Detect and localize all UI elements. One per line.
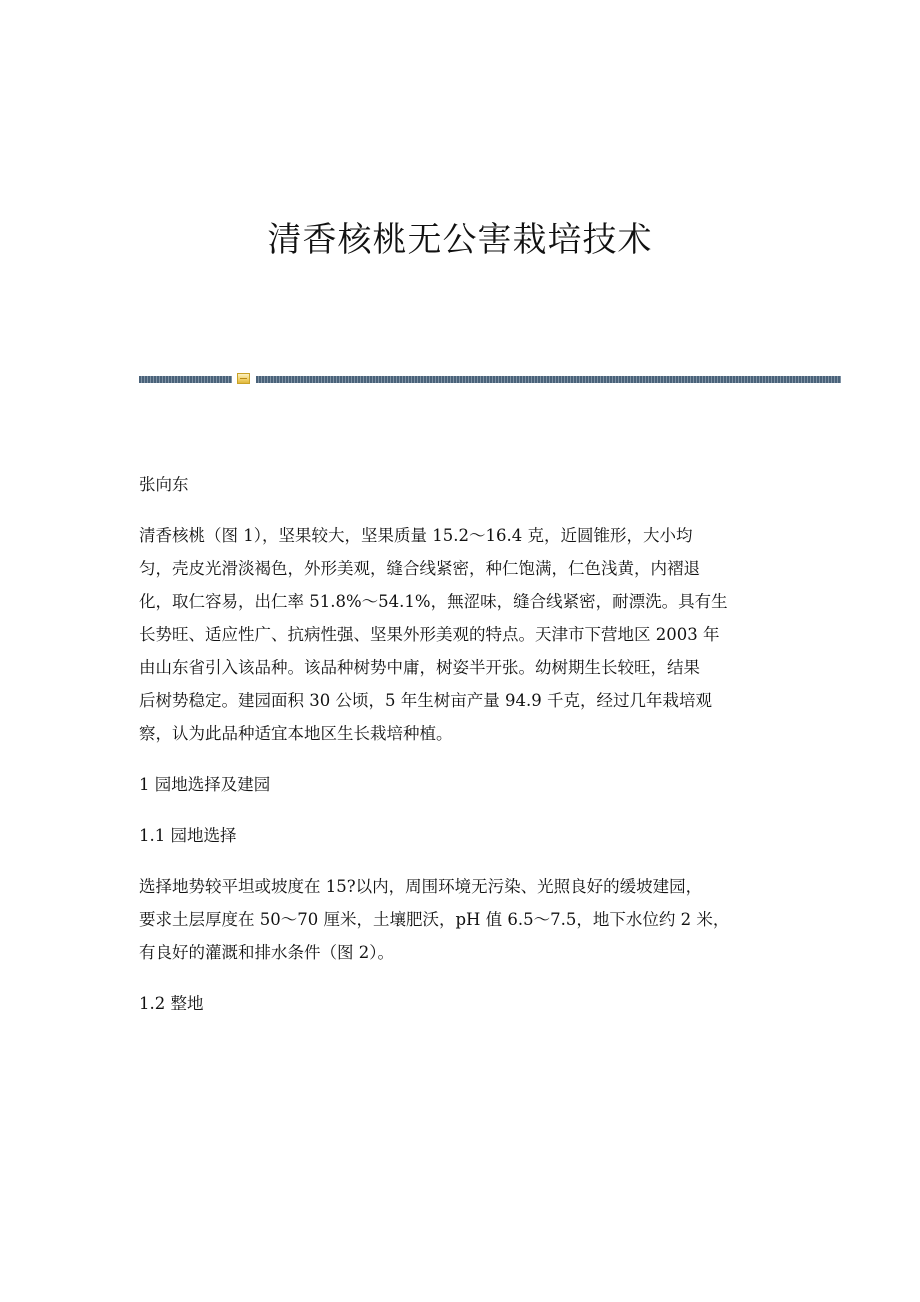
section-1-1-line: 选择地势较平坦或坡度在 15?以内，周围环境无污染、光照良好的缓坡建园，: [139, 877, 703, 896]
intro-line: 后树势稳定。建园面积 30 公顷，5 年生树亩产量 94.9 千克，经过几年栽培观: [139, 691, 712, 710]
author-name: 张向东: [139, 475, 189, 494]
divider-ornament-icon: [237, 373, 250, 384]
intro-line: 清香核桃（图 1），坚果较大，坚果质量 15.2～16.4 克，近圆锥形，大小均: [139, 526, 693, 545]
section-1-heading: 1 园地选择及建园: [139, 775, 271, 794]
divider-bar-left: [139, 376, 232, 383]
intro-line: 长势旺、适应性广、抗病性强、坚果外形美观的特点。天津市下营地区 2003 年: [139, 625, 720, 644]
section-1-1-heading: 1.1 园地选择: [139, 826, 237, 845]
intro-line: 化，取仁容易，出仁率 51.8%～54.1%，無涩味，缝合线紧密，耐漂洗。具有生: [139, 592, 728, 611]
document-body: [139, 468, 781, 1020]
section-1-1-line: 要求土层厚度在 50～70 厘米，土壤肥沃，pH 值 6.5～7.5，地下水位约 2 米，: [139, 910, 730, 929]
intro-line: 察，认为此品种适宜本地区生长栽培种植。: [139, 724, 453, 743]
divider-bar-right: [256, 376, 841, 383]
section-1-1-line: 有良好的灌溉和排水条件（图 2）。: [139, 943, 394, 962]
document-title: 清香核桃无公害栽培技术: [267, 220, 653, 260]
section-1-2-heading: 1.2 整地: [139, 994, 204, 1013]
section-1-1-paragraph: [139, 870, 781, 969]
intro-line: 由山东省引入该品种。该品种树势中庸，树姿半开张。幼树期生长较旺，结果: [139, 658, 700, 677]
title-divider: [139, 372, 841, 386]
intro-paragraph: [139, 519, 781, 750]
intro-line: 匀，壳皮光滑淡褐色，外形美观，缝合线紧密，种仁饱满，仁色浅黄，内褶退: [139, 559, 700, 578]
